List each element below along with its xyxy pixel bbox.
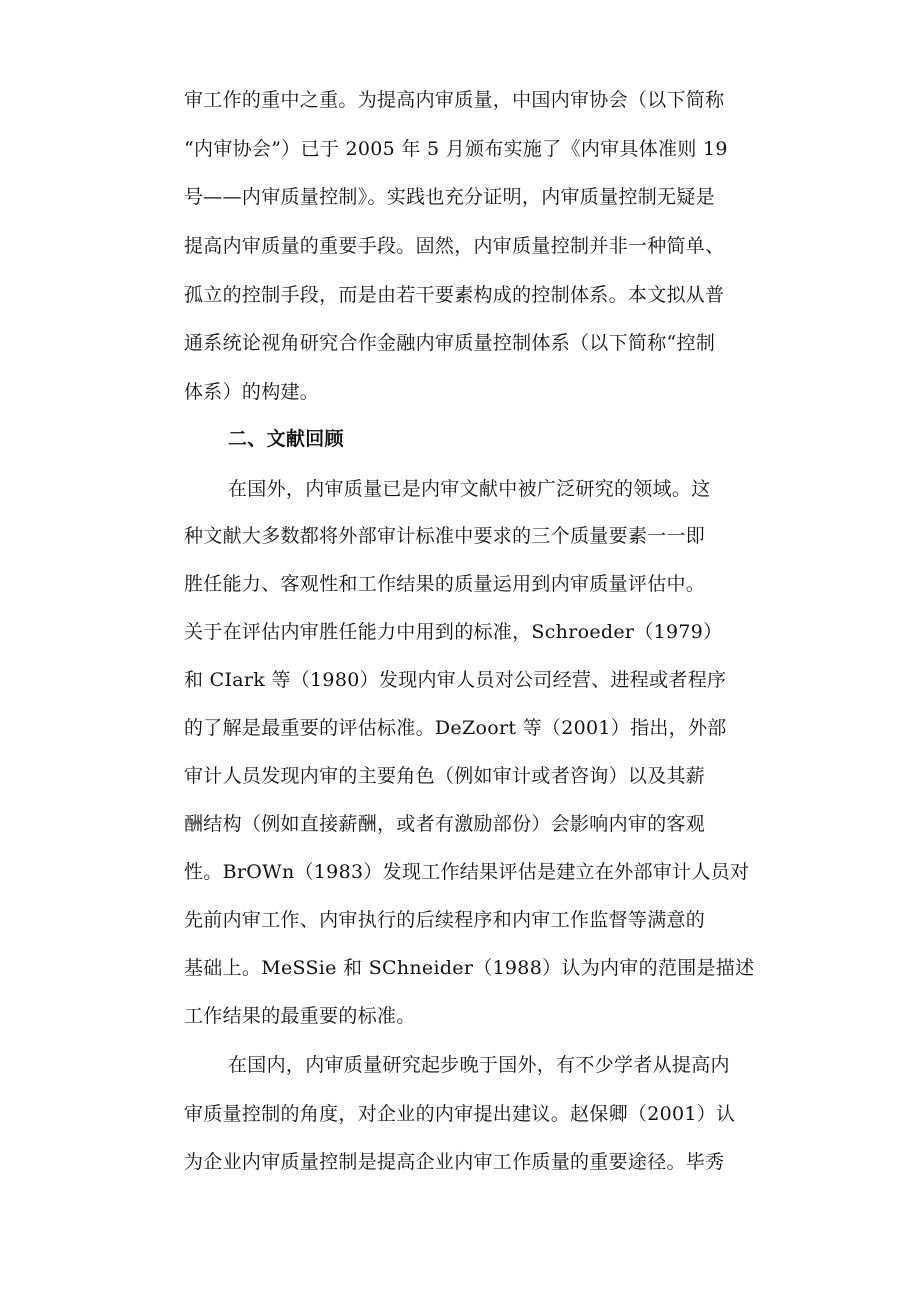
text-line: 提高内审质量的重要手段。固然，内审质量控制并非一种简单、 bbox=[184, 235, 725, 257]
text-line: 的了解是最重要的评估标准。DeZoort 等（2001）指出，外部 bbox=[184, 717, 727, 739]
text-line: 孤立的控制手段，而是由若干要素构成的控制体系。本文拟从普 bbox=[184, 284, 725, 306]
text-line: 审质量控制的角度，对企业的内审提出建议。赵保卿（2001）认 bbox=[184, 1103, 736, 1125]
text-line: 为企业内审质量控制是提高企业内审工作质量的重要途径。毕秀 bbox=[184, 1151, 725, 1173]
paragraph-first-line: 在国内，内审质量研究起步晚于国外，有不少学者从提高内 bbox=[228, 1054, 730, 1076]
text-line: 和 CIark 等（1980）发现内审人员对公司经营、进程或者程序 bbox=[184, 669, 727, 691]
text-line: 酬结构（例如直接薪酬，或者有激励部份）会影响内审的客观 bbox=[184, 813, 706, 835]
text-line: 性。BrOWn（1983）发现工作结果评估是建立在外部审计人员对 bbox=[184, 861, 750, 883]
text-line: 体系）的构建。 bbox=[184, 381, 320, 403]
text-line: 胜任能力、客观性和工作结果的质量运用到内审质量评估中。 bbox=[184, 573, 706, 595]
text-line: 通系统论视角研究合作金融内审质量控制体系（以下简称“控制 bbox=[184, 332, 716, 354]
text-line: 先前内审工作、内审执行的后续程序和内审工作监督等满意的 bbox=[184, 909, 706, 931]
text-line: “内审协会”）已于 2005 年 5 月颁布实施了《内审具体准则 19 bbox=[184, 138, 728, 160]
text-line: 审工作的重中之重。为提高内审质量，中国内审协会（以下简称 bbox=[184, 89, 725, 111]
text-line: 基础上。MeSSie 和 SChneider（1988）认为内审的范围是描述 bbox=[184, 957, 755, 979]
text-line: 审计人员发现内审的主要角色（例如审计或者咨询）以及其薪 bbox=[184, 765, 706, 787]
paragraph-first-line: 在国外，内审质量已是内审文献中被广泛研究的领域。这 bbox=[228, 478, 711, 500]
section-heading: 二、文献回顾 bbox=[228, 428, 344, 450]
text-line: 号——内审质量控制》。实践也充分证明，内审质量控制无疑是 bbox=[184, 186, 715, 208]
text-line: 关于在评估内审胜任能力中用到的标准，Schroeder（1979） bbox=[184, 621, 723, 643]
text-line: 工作结果的最重要的标准。 bbox=[184, 1005, 416, 1027]
text-line: 种文献大多数都将外部审计标准中要求的三个质量要素一一即 bbox=[184, 525, 706, 547]
